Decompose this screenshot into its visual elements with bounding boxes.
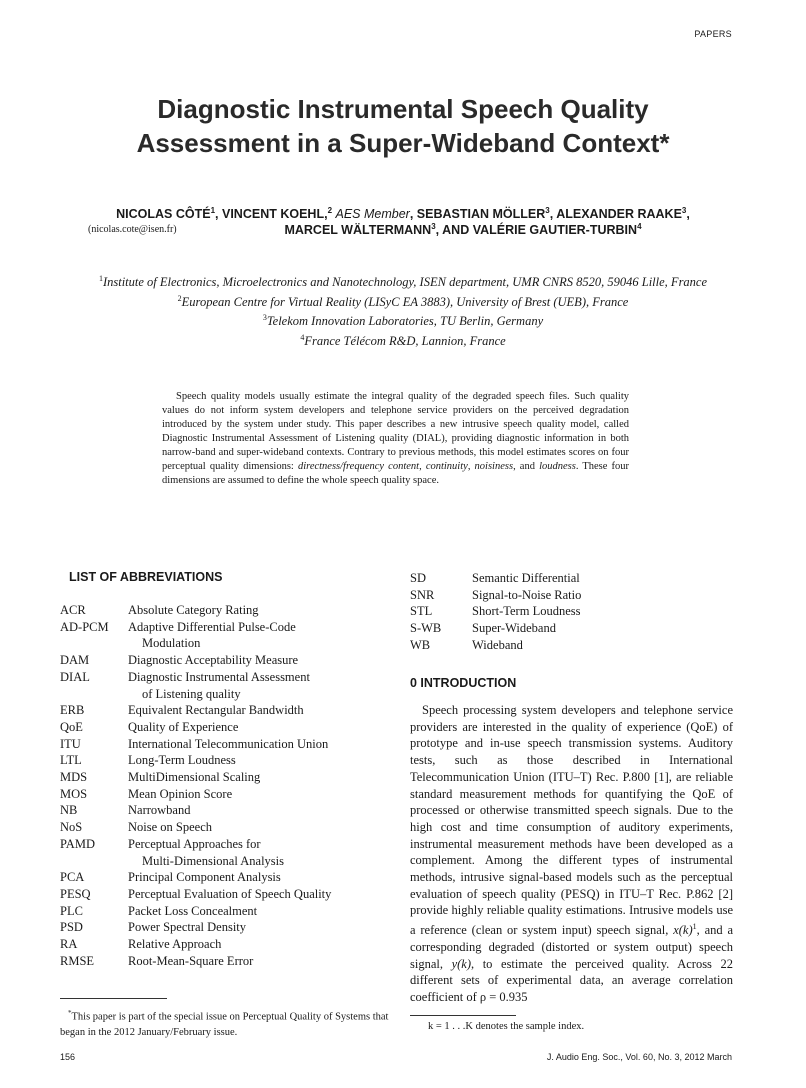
abbreviation-row bbox=[60, 686, 331, 703]
affiliation-text: Telekom Innovation Laboratories, TU Berlin, Germany bbox=[266, 314, 544, 329]
abbreviation-term: QoE bbox=[60, 719, 83, 734]
abbreviation-term: RMSE bbox=[60, 953, 95, 968]
abbreviation-term: SD bbox=[410, 571, 426, 585]
author-name: , AND VALÉRIE GAUTIER-TURBIN bbox=[435, 223, 638, 238]
abbreviation-meaning: Short-Term Loudness bbox=[472, 604, 581, 619]
abbreviation-row bbox=[60, 853, 331, 870]
body-text: , and a corresponding degraded (distorted or system output) speech signal, bbox=[410, 923, 733, 971]
abbreviation-meaning: Diagnostic Acceptability Measure bbox=[128, 653, 299, 668]
abbreviation-meaning: Signal-to-Noise Ratio bbox=[472, 587, 582, 602]
abbreviation-meaning: Quality of Experience bbox=[128, 719, 239, 734]
author-name: , VINCENT KOEHL, bbox=[215, 207, 328, 222]
abbreviation-row bbox=[60, 602, 331, 619]
abbreviation-meaning: Wideband bbox=[472, 637, 523, 652]
abbreviation-meaning: Perceptual Approaches for bbox=[128, 836, 261, 851]
affiliation-4 bbox=[0, 330, 806, 350]
page-number: 156 bbox=[60, 1052, 76, 1062]
abbreviation-meaning: Packet Loss Concealment bbox=[128, 903, 258, 918]
abbreviation-term: MOS bbox=[60, 786, 88, 801]
abbreviation-meaning: of Listening quality bbox=[142, 686, 241, 701]
abbreviation-term: ACR bbox=[60, 603, 86, 617]
abbreviation-meaning: Adaptive Differential Pulse-Code bbox=[128, 619, 296, 634]
separator: , and bbox=[513, 461, 540, 472]
abbreviation-meaning: Relative Approach bbox=[128, 937, 222, 952]
abbreviation-term: STL bbox=[410, 604, 433, 619]
affiliation-text: European Centre for Virtual Reality (LISyC EA 3883), University of Brest (UEB), France bbox=[181, 294, 629, 309]
author-email: (nicolas.cote@isen.fr) bbox=[88, 224, 177, 235]
abbreviation-row bbox=[60, 736, 331, 753]
footnote-sample-index: k = 1 . . .K denotes the sample index. bbox=[428, 1021, 585, 1032]
abbreviation-term: PESQ bbox=[60, 886, 91, 901]
author-name: , ALEXANDER RAAKE bbox=[549, 207, 682, 222]
body-text: , to estimate the perceived quality. Across 22 different sets of experimental data, an average correlation coefficient of ρ = 0.935 bbox=[410, 956, 734, 1005]
title-line-2: Assessment in a Super-Wideband Context* bbox=[136, 128, 670, 158]
footnote-rule bbox=[60, 998, 167, 999]
abbreviation-meaning: Modulation bbox=[142, 636, 201, 651]
abbreviation-meaning: Mean Opinion Score bbox=[128, 786, 233, 801]
abstract-dimension: noisiness bbox=[474, 461, 514, 472]
author-name: MARCEL WÄLTERMANN bbox=[284, 223, 432, 238]
abbreviation-meaning: Semantic Differential bbox=[472, 571, 580, 585]
abbreviation-term: S-WB bbox=[410, 621, 442, 636]
abstract-text: . These four dimensions are assumed to define the whole speech quality space. bbox=[162, 461, 630, 486]
abbreviation-row bbox=[410, 620, 581, 637]
abbreviation-meaning: Root-Mean-Square Error bbox=[128, 953, 254, 968]
introduction-heading: 0 INTRODUCTION bbox=[410, 676, 517, 690]
abbreviation-row bbox=[60, 769, 331, 786]
abbreviation-term: WB bbox=[410, 637, 431, 652]
separator: , bbox=[686, 207, 690, 222]
affiliation-marker: 1 bbox=[210, 206, 216, 215]
abbreviation-term: PSD bbox=[60, 920, 83, 935]
abbreviation-term: NoS bbox=[60, 820, 83, 835]
abbreviation-meaning: Super-Wideband bbox=[472, 621, 556, 636]
abbreviation-row bbox=[60, 886, 331, 903]
affiliation-marker: 2 bbox=[177, 293, 182, 303]
abbreviation-term: RA bbox=[60, 937, 78, 952]
affiliation-3 bbox=[0, 310, 806, 330]
author-line-1 bbox=[0, 206, 806, 221]
body-text: Speech processing system developers and telephone service providers are interested in the quality of experience (QoE) of prototype and in-use speech transmission systems. Auditory tests, such as those described in International Telecommunication Union (ITU–T) Rec. P.800 [1], are reliable standard measurement methods for quantifying the QoE of processed or otherwise transmitted speech signals. Due to the high cost and time consumption of auditory experiments, instrumental measurement methods have been developed as a complement. Among the different types of instrumental methods, intrusive signal-based models such as the perceptual evaluation of speech quality (PESQ) in ITU–T Rec. P.862 [2] provide highly reliable quality estimations. Intrusive models use a reference (clean or system input) speech signal, bbox=[410, 703, 733, 938]
abbreviation-meaning: Principal Component Analysis bbox=[128, 870, 281, 885]
abbreviation-row bbox=[60, 702, 331, 719]
aes-member-label: AES Member bbox=[335, 207, 410, 222]
abbreviation-meaning: Power Spectral Density bbox=[128, 920, 247, 935]
abbreviation-term: MDS bbox=[60, 770, 88, 785]
abbreviation-row bbox=[410, 637, 581, 654]
abbreviation-term bbox=[60, 853, 128, 870]
abbreviation-row bbox=[60, 953, 331, 970]
abbreviations-heading: LIST OF ABBREVIATIONS bbox=[69, 570, 223, 584]
affiliation-marker: 3 bbox=[681, 206, 687, 215]
footnote-rule bbox=[410, 1015, 516, 1016]
abbreviation-meaning: Perceptual Evaluation of Speech Quality bbox=[128, 886, 332, 901]
affiliation-2 bbox=[0, 291, 806, 311]
introduction-paragraph bbox=[410, 702, 733, 1006]
affiliation-1 bbox=[0, 271, 806, 291]
abbreviation-row bbox=[410, 570, 581, 587]
abbreviation-row bbox=[60, 836, 331, 853]
abbreviation-meaning: Diagnostic Instrumental Assessment bbox=[128, 669, 310, 684]
abbreviation-meaning: Multi-Dimensional Analysis bbox=[142, 853, 285, 868]
abbreviation-row bbox=[60, 619, 331, 636]
author-name: , SEBASTIAN MÖLLER bbox=[409, 207, 546, 222]
abbreviation-meaning: Long-Term Loudness bbox=[128, 753, 236, 768]
footnote-marker: 1 bbox=[692, 922, 697, 932]
abbreviations-table-left bbox=[60, 602, 331, 969]
abbreviation-term bbox=[60, 686, 128, 703]
affiliation-marker: 3 bbox=[545, 206, 550, 215]
abbreviation-term: PAMD bbox=[60, 836, 95, 851]
abbreviation-term: ITU bbox=[60, 736, 81, 751]
abbreviation-term: ERB bbox=[60, 703, 85, 718]
abbreviation-term: PLC bbox=[60, 903, 83, 918]
abbreviation-row bbox=[60, 752, 331, 769]
separator: , bbox=[467, 461, 475, 472]
affiliation-marker: 3 bbox=[262, 313, 267, 323]
math-symbol: y(k) bbox=[451, 956, 471, 971]
abbreviation-term: DIAL bbox=[60, 669, 90, 684]
abbreviation-row bbox=[60, 919, 331, 936]
abbreviation-term: NB bbox=[60, 803, 78, 818]
abbreviations-table-right bbox=[410, 570, 581, 654]
abstract bbox=[162, 390, 629, 488]
abbreviation-meaning: Narrowband bbox=[128, 803, 191, 818]
abbreviation-row bbox=[60, 786, 331, 803]
footnote-text: This paper is part of the special issue on Perceptual Quality of Systems that began in the 2012 January/February issue. bbox=[60, 1011, 389, 1038]
abbreviation-row bbox=[60, 936, 331, 953]
affiliations bbox=[0, 271, 806, 350]
abbreviation-term: SNR bbox=[410, 587, 435, 602]
abbreviation-row bbox=[60, 719, 331, 736]
abbreviation-row bbox=[60, 652, 331, 669]
abbreviation-meaning: Equivalent Rectangular Bandwidth bbox=[128, 703, 304, 718]
abstract-dimension: continuity bbox=[425, 461, 468, 472]
affiliation-marker: 3 bbox=[431, 222, 436, 231]
affiliation-marker: 4 bbox=[637, 222, 642, 231]
abbreviation-term: DAM bbox=[60, 653, 90, 668]
abbreviation-meaning: International Telecommunication Union bbox=[128, 736, 329, 751]
abbreviation-term: PCA bbox=[60, 870, 85, 885]
abbreviation-meaning: MultiDimensional Scaling bbox=[128, 770, 261, 785]
author-line-2 bbox=[0, 222, 806, 237]
affiliation-text: Institute of Electronics, Microelectronics and Nanotechnology, ISEN department, UMR CNRS 8520, 59046 Lille, France bbox=[102, 275, 708, 290]
footnote-special-issue bbox=[60, 1006, 390, 1040]
paper-title bbox=[0, 92, 806, 160]
abbreviation-term: LTL bbox=[60, 753, 82, 768]
abstract-dimension: loudness bbox=[539, 461, 576, 472]
section-label: PAPERS bbox=[694, 29, 732, 39]
abbreviation-row bbox=[60, 903, 331, 920]
abbreviation-term: AD-PCM bbox=[60, 619, 109, 634]
journal-reference: J. Audio Eng. Soc., Vol. 60, No. 3, 2012 March bbox=[546, 1052, 732, 1062]
author-name: NICOLAS CÔTÉ bbox=[116, 207, 211, 222]
abbreviation-meaning: Absolute Category Rating bbox=[128, 603, 259, 617]
separator: , bbox=[419, 461, 426, 472]
abbreviation-row bbox=[410, 603, 581, 620]
abbreviation-row bbox=[60, 819, 331, 836]
affiliation-marker: 4 bbox=[300, 332, 305, 342]
abbreviation-meaning: Noise on Speech bbox=[128, 820, 213, 835]
math-symbol: x(k) bbox=[673, 923, 693, 938]
affiliation-text: France Télécom R&D, Lannion, France bbox=[304, 334, 506, 349]
abbreviation-row bbox=[410, 587, 581, 604]
affiliation-marker: 2 bbox=[327, 206, 333, 215]
title-line-1: Diagnostic Instrumental Speech Quality bbox=[157, 94, 649, 124]
abbreviation-term bbox=[60, 635, 128, 652]
abstract-dimension: directness/frequency content bbox=[297, 461, 420, 472]
footnote-marker: * bbox=[68, 1009, 72, 1017]
abstract-text: Speech quality models usually estimate the integral quality of the degraded speech files. Such quality values do not inform system developers and telephone service providers on the perceived degradation introduced by the system under study. This paper describes a new intrusive speech quality model, called Diagnostic Instrumental Assessment of Listening quality (DIAL), providing diagnostic information in both narrow-band and super-wideband contexts. Contrary to previous methods, this model estimates scores on four perceptual quality dimensions: bbox=[162, 391, 629, 472]
abbreviation-row bbox=[60, 869, 331, 886]
affiliation-marker: 1 bbox=[98, 274, 103, 283]
abbreviation-row bbox=[60, 635, 331, 652]
abbreviation-row bbox=[60, 669, 331, 686]
abbreviation-row bbox=[60, 802, 331, 819]
